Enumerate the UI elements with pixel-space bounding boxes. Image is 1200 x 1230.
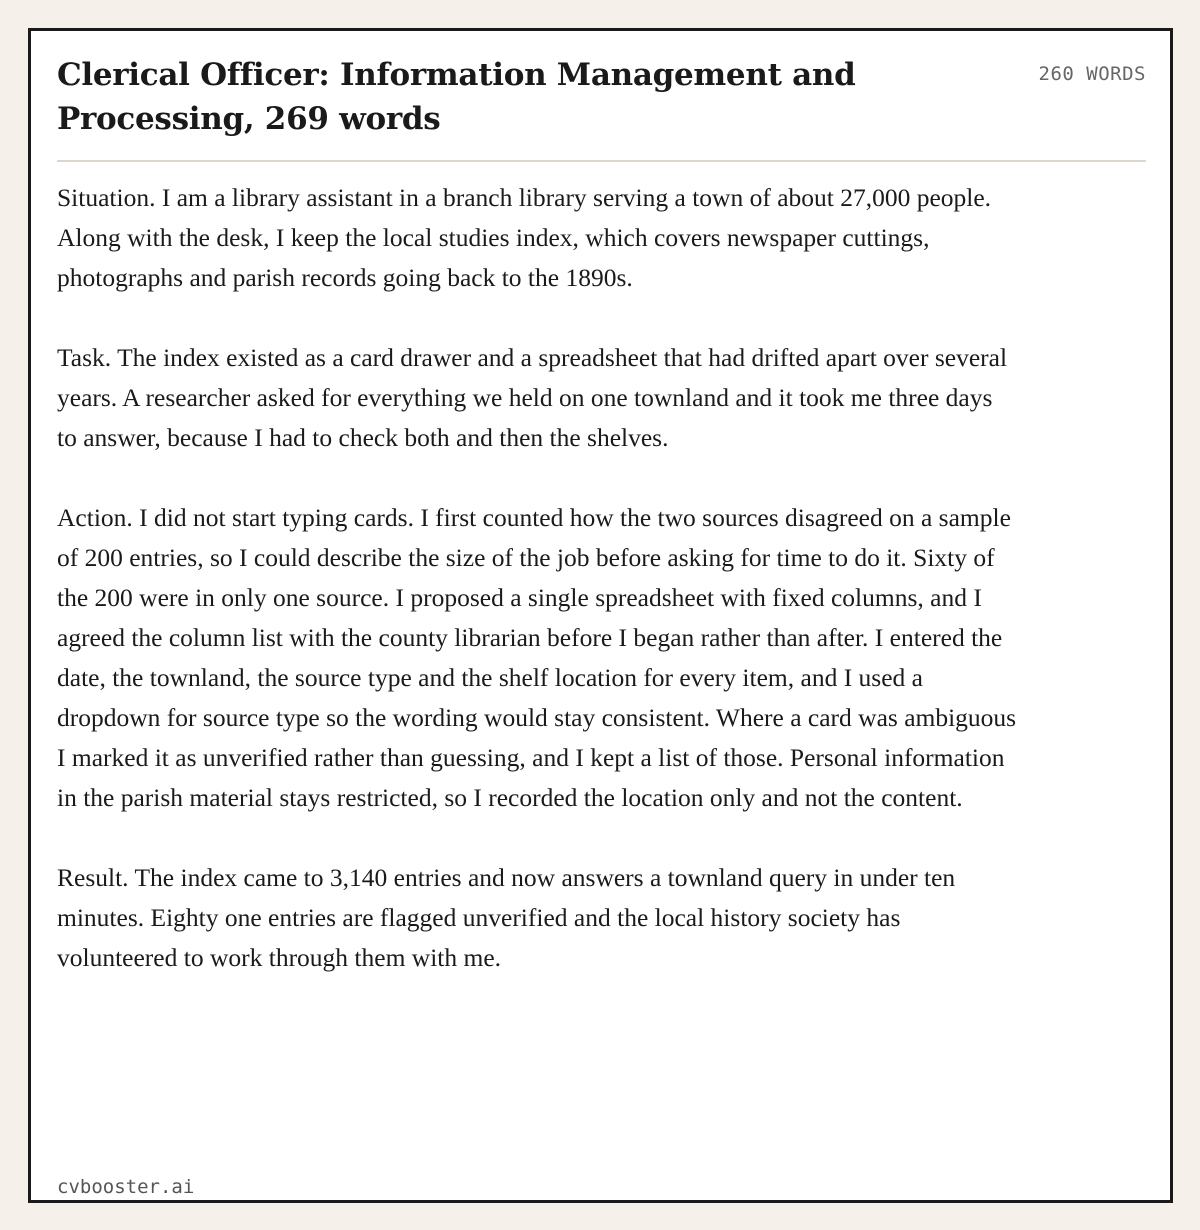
paragraph-situation: Situation. I am a library assistant in a branch library serving a town of about 27,000 people. Along with the desk, I keep the local studies index, which covers newspaper cuttings, photographs and parish records going back to the 1890s. bbox=[57, 183, 992, 292]
header-divider bbox=[57, 160, 1146, 162]
footer-brand: cvbooster.ai bbox=[57, 1176, 195, 1198]
paragraph-result: Result. The index came to 3,140 entries and now answers a townland query in under ten minutes. Eighty one entries are flagged unverified and the local history society has volunteered to work through them with me. bbox=[57, 863, 956, 972]
document-title: Clerical Officer: Information Management and Processing, 269 words bbox=[57, 57, 856, 137]
document-card bbox=[28, 28, 1173, 1203]
paragraph-task: Task. The index existed as a card drawer and a spreadsheet that had drifted apart over several years. A researcher asked for everything we held on one townland and it took me three days to answer, because I had to check both and then the shelves. bbox=[57, 343, 1008, 452]
document-body bbox=[57, 178, 1017, 978]
paragraph-action: Action. I did not start typing cards. I first counted how the two sources disagreed on a sample of 200 entries, so I could describe the size of the job before asking for time to do it. Sixty of the 200 were in only one source. I proposed a single spreadsheet with fixed columns, and I agreed the column list with the county librarian before I began rather than after. I entered the date, the townland, the source type and the shelf location for every item, and I used a dropdown for source type so the wording would stay consistent. Where a card was ambiguous I marked it as unverified rather than guessing, and I kept a list of those. Personal information in the parish material stays restricted, so I recorded the location only and not the content. bbox=[57, 503, 1017, 812]
word-count-badge: 260 WORDS bbox=[1038, 63, 1146, 85]
document-header bbox=[57, 53, 1146, 163]
